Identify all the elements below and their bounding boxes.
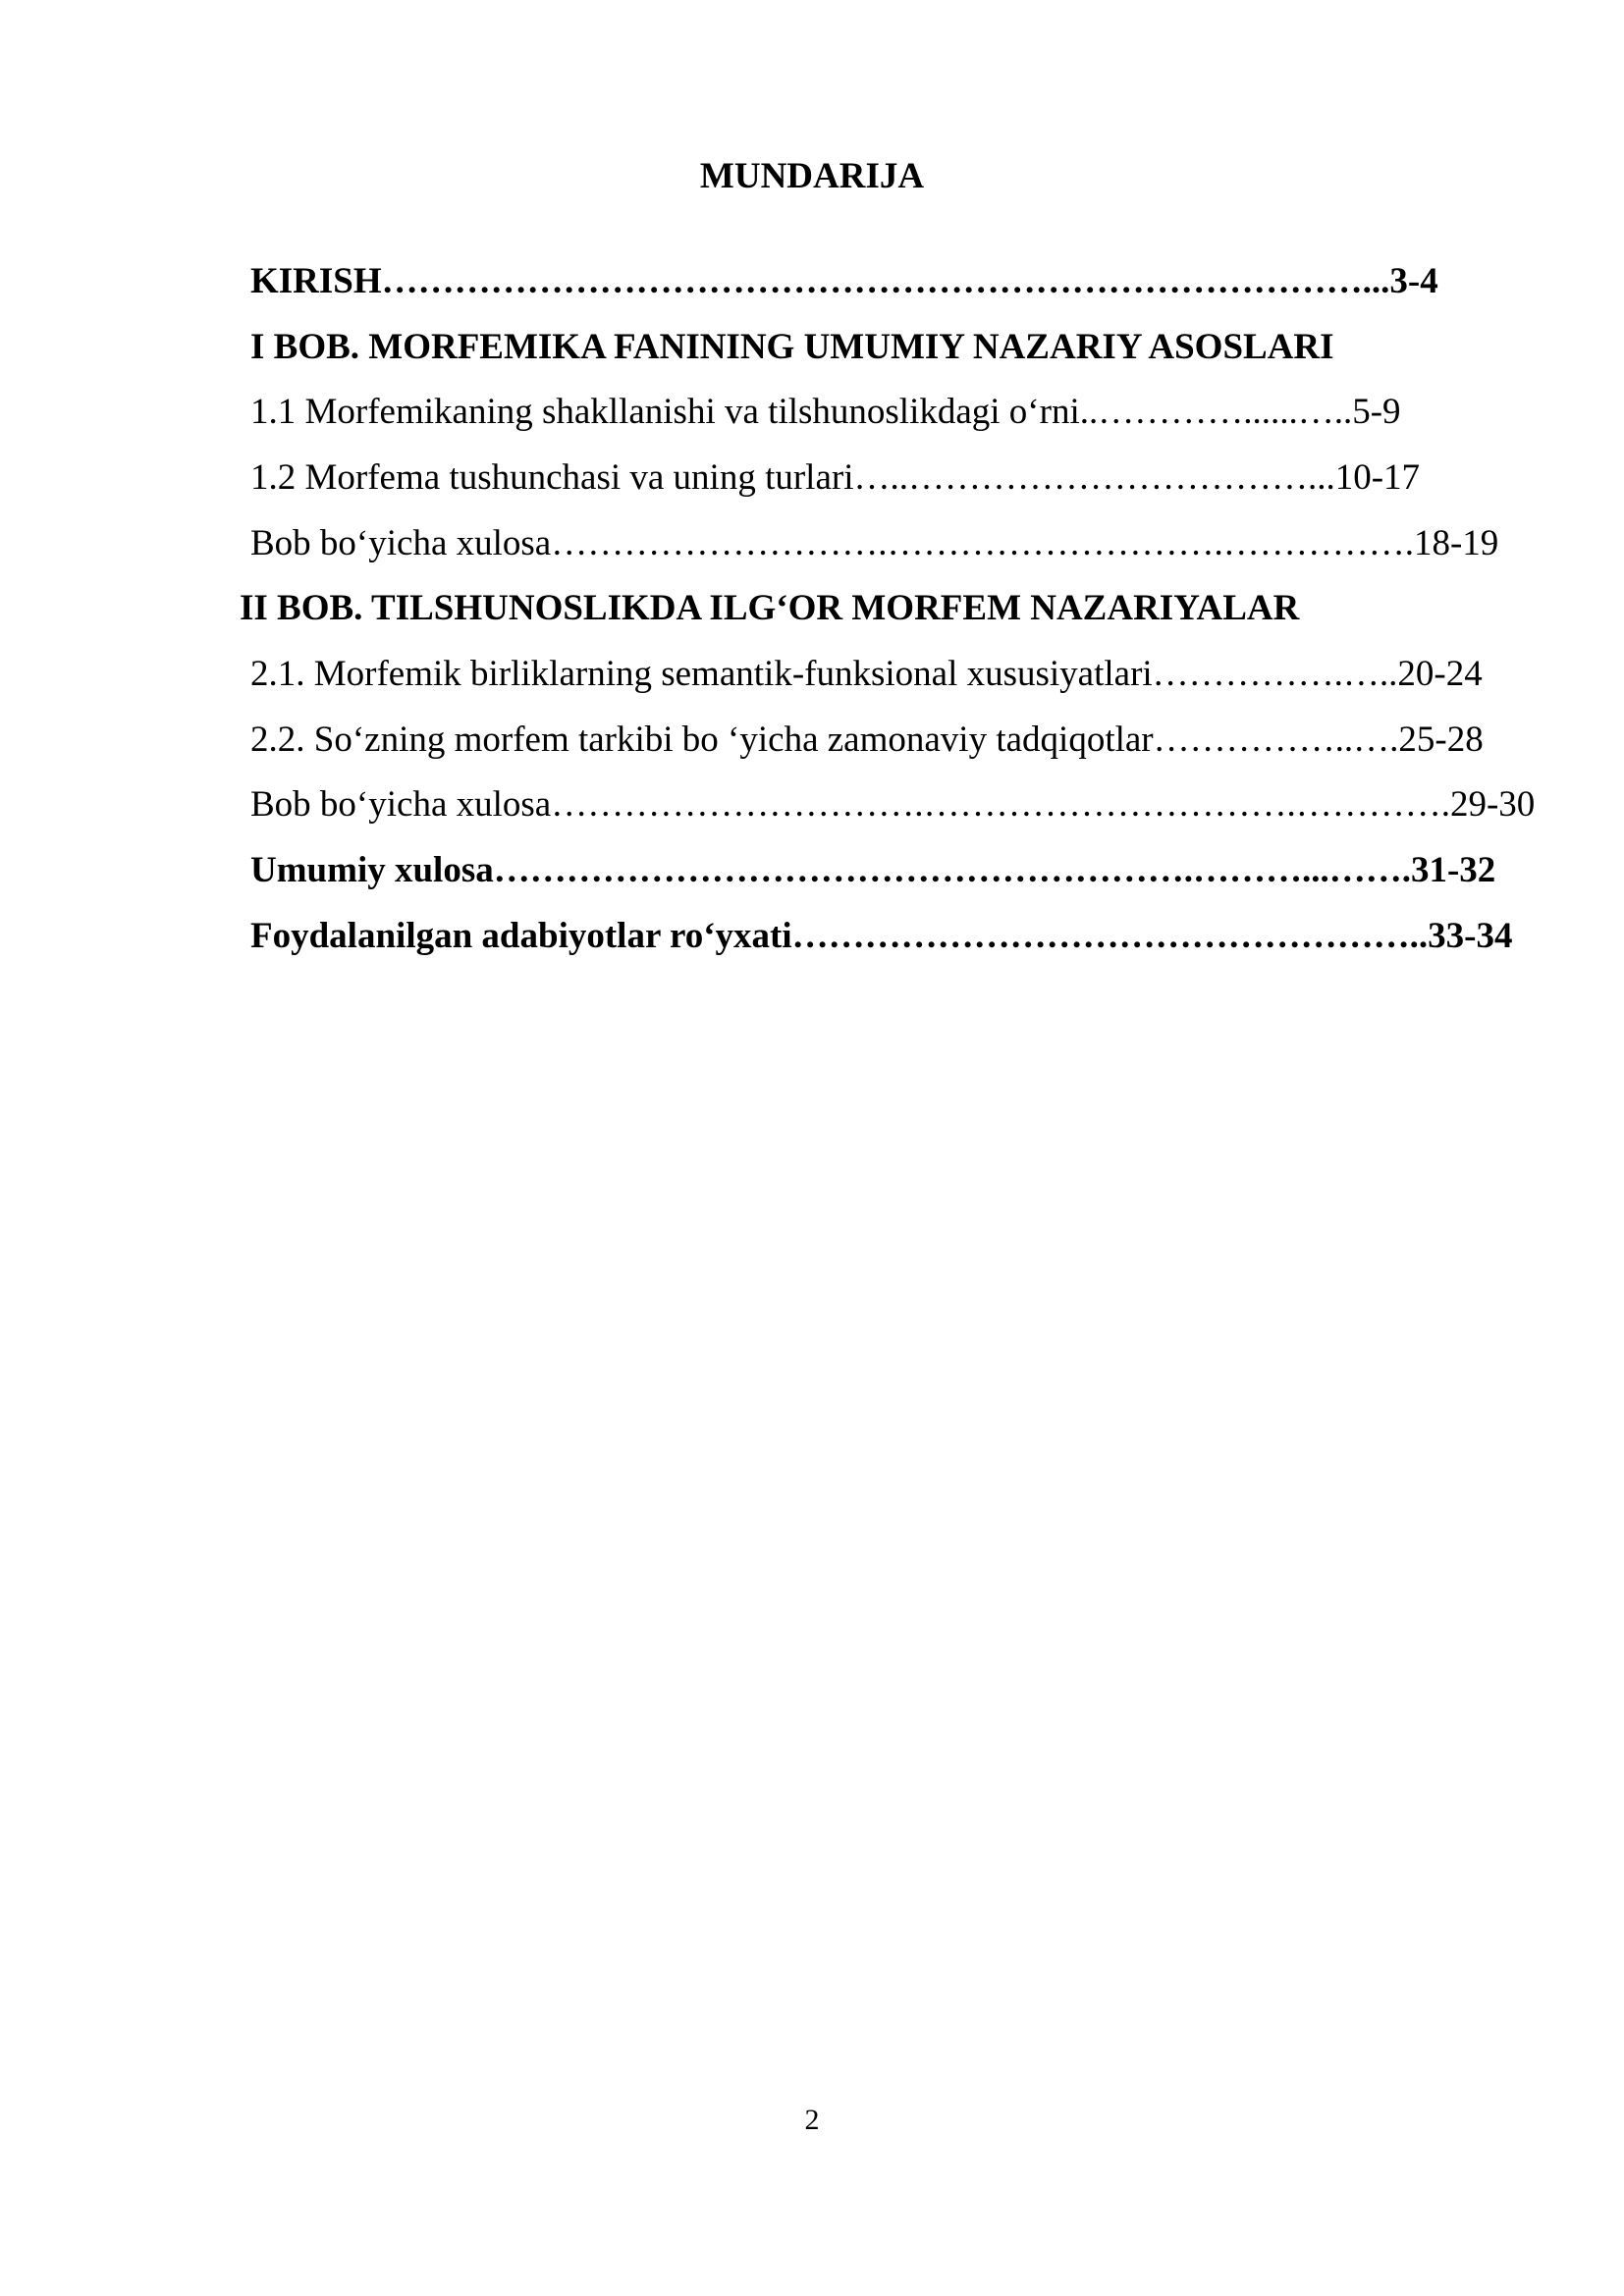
- toc-entry-references: Foydalanilgan adabiyotlar ro‘yxati……………………………………………..33-34: [250, 916, 1513, 956]
- toc-entry-1-2: 1.2 Morfema tushunchasi va uning turlari…..……………………………...10-17: [250, 457, 1421, 498]
- toc-entry-conclusion: Umumiy xulosa………………………………………………….………...…….31-32: [250, 850, 1496, 890]
- toc-entry-chapter-1-summary: Bob bo‘yicha xulosa……………………….……………………….…………….18-19: [250, 523, 1499, 563]
- toc-chapter-2-heading: II BOB. TILSHUNOSLIKDA ILG‘OR MORFEM NAZARIYALAR: [240, 588, 1300, 628]
- toc-entry-chapter-2-summary: Bob bo‘yicha xulosa………………………….………………………….………….29-30: [250, 784, 1536, 825]
- toc-entry-2-2: 2.2. So‘zning morfem tarkibi bo ‘yicha zamonaviy tadqiqotlar……………..….25-28: [250, 720, 1484, 760]
- page-number: 2: [804, 2104, 820, 2136]
- toc-entry-2-1: 2.1. Morfemik birliklarning semantik-funksional xususiyatlari…………….…..20-24: [250, 654, 1483, 694]
- toc-entry-intro: KIRISH………………………………………………………………………...3-4: [250, 261, 1438, 301]
- toc-entry-1-1: 1.1 Morfemikaning shakllanishi va tilshunoslikdagi o‘rni..…………......…..5-9: [250, 392, 1401, 432]
- toc-chapter-1-heading: I BOB. MORFEMIKA FANINING UMUMIY NAZARIY ASOSLARI: [250, 327, 1334, 367]
- page-title: MUNDARIJA: [699, 156, 925, 196]
